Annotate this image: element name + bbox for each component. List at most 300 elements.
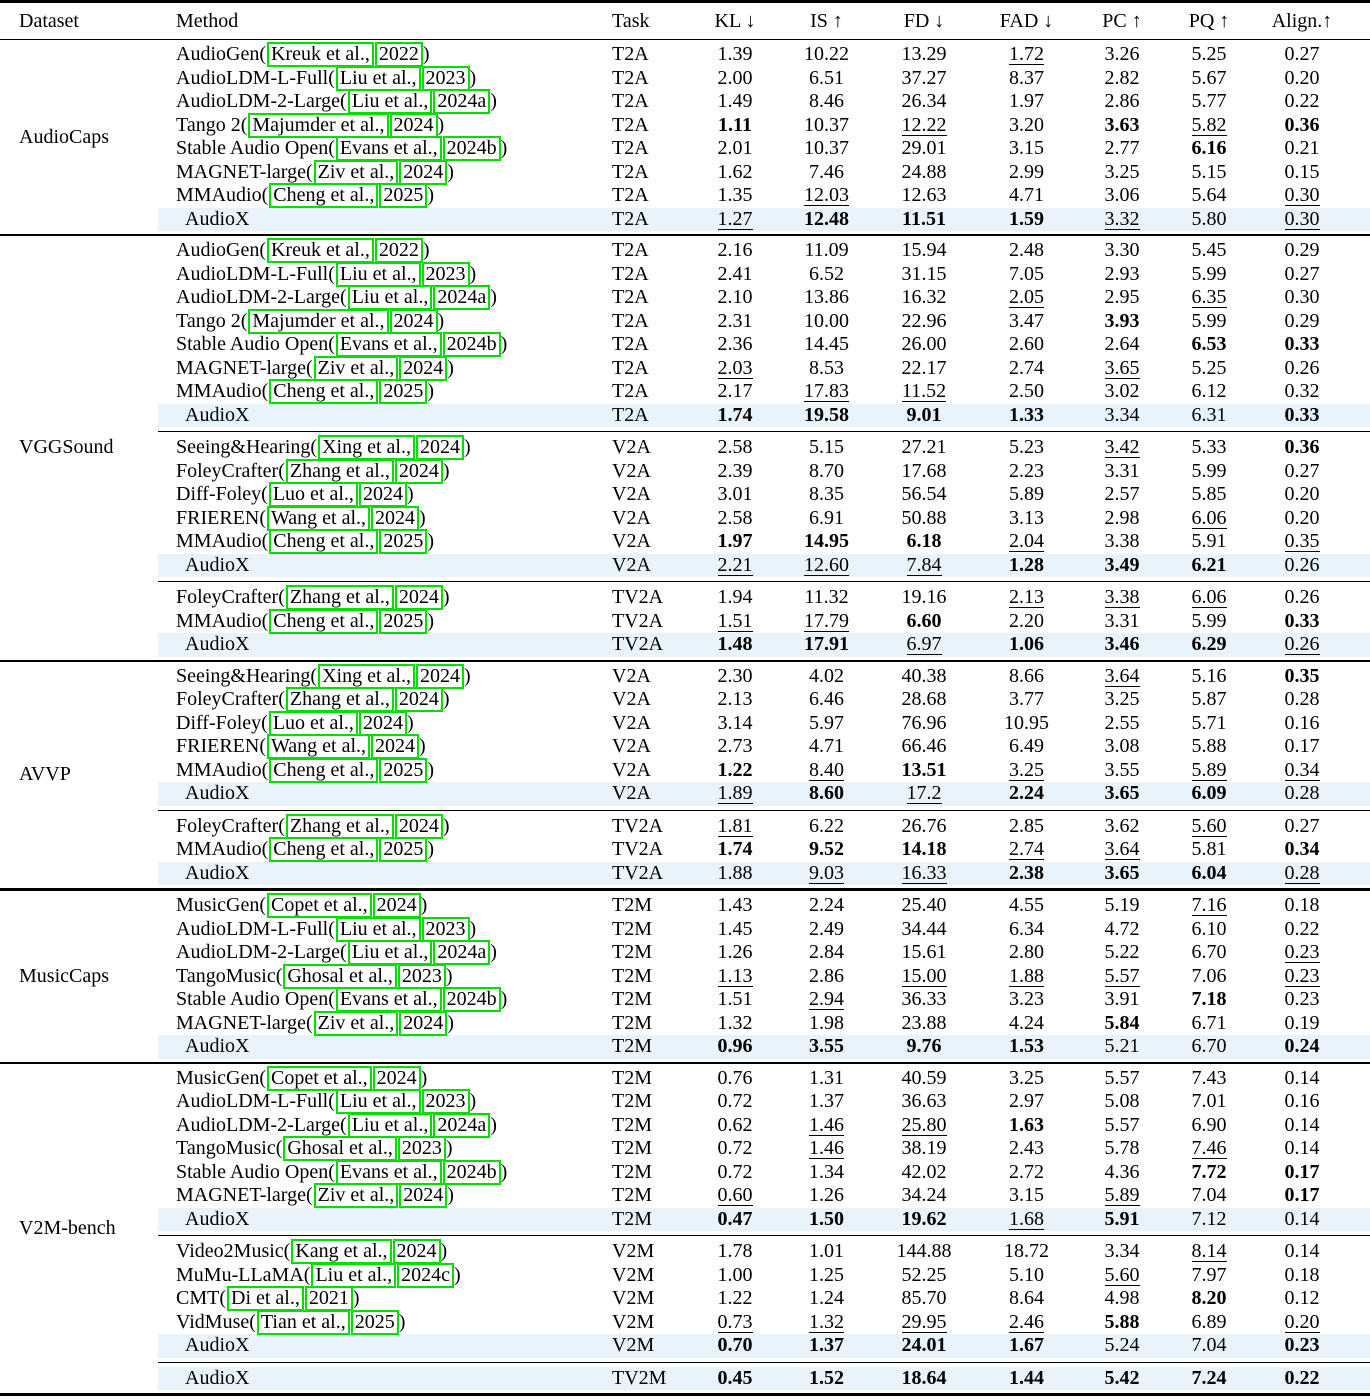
metric-value: 3.01 — [717, 483, 753, 506]
method-cell — [158, 333, 588, 356]
metric-cell — [1078, 1208, 1166, 1231]
metric-cell — [690, 633, 780, 656]
metric-cell — [690, 610, 780, 633]
citation-year-link[interactable]: 2024a — [433, 940, 490, 965]
citation-authors-link[interactable]: Liu et al., — [336, 66, 421, 91]
method-name: MAGNET-large( — [176, 356, 313, 379]
method-name: MMAudio( — [176, 530, 269, 553]
metric-cell — [975, 586, 1078, 609]
metric-value: 4.71 — [1009, 184, 1044, 207]
metric-cell — [873, 1208, 975, 1231]
citation-year-link[interactable]: 2023 — [422, 1089, 470, 1114]
metric-cell — [690, 310, 780, 333]
method-name: Tango 2( — [176, 309, 248, 332]
citation-year-link[interactable]: 2024 — [371, 734, 419, 759]
metric-cell — [690, 114, 780, 137]
table-row — [158, 610, 1370, 634]
metric-value: 1.01 — [809, 1240, 844, 1263]
table-row — [158, 688, 1370, 712]
metric-cell — [780, 941, 873, 964]
method-name: FoleyCrafter( — [176, 459, 285, 482]
table-row — [158, 586, 1370, 610]
metric-cell — [1078, 114, 1166, 137]
citation-authors-link[interactable]: Zhang et al., — [286, 459, 394, 484]
metric-value: 2.10 — [717, 286, 753, 309]
citation-year-link[interactable]: 2024a — [433, 89, 490, 114]
task-cell: V2A — [612, 782, 651, 805]
metric-cell — [975, 688, 1078, 711]
metric-cell — [1252, 862, 1352, 885]
metric-cell — [1166, 208, 1252, 231]
task-cell: TV2A — [612, 861, 664, 884]
metric-cell — [780, 965, 873, 988]
citation-year-link[interactable]: 2025 — [379, 529, 427, 554]
metric-value: 0.22 — [1284, 1366, 1320, 1389]
citation-authors-link[interactable]: Ziv et al., — [314, 1183, 399, 1208]
metric-cell — [873, 688, 975, 711]
metric-value: 1.27 — [717, 207, 753, 230]
citation-authors-link[interactable]: Kreuk et al., — [267, 42, 374, 67]
metric-value: 3.93 — [1104, 309, 1140, 332]
metric-value: 11.51 — [902, 207, 946, 230]
metric-value: 5.15 — [809, 436, 844, 459]
task-cell: TV2A — [612, 609, 664, 632]
citation-year-link[interactable]: 2024a — [433, 285, 490, 310]
table-row — [158, 380, 1370, 404]
task-cell: TV2A — [612, 814, 664, 837]
citation-year-link[interactable]: 2024 — [399, 356, 447, 381]
metric-cell — [690, 208, 780, 231]
method-cell — [158, 1287, 588, 1310]
citation-year-link[interactable]: 2025 — [379, 183, 427, 208]
citation-year-link[interactable]: 2024a — [433, 1113, 490, 1138]
citation-year-link[interactable]: 2023 — [398, 964, 446, 989]
metric-cell — [873, 404, 975, 427]
citation-authors-link[interactable]: Ziv et al., — [314, 356, 399, 381]
metric-cell — [690, 286, 780, 309]
metric-value: 6.70 — [1191, 1035, 1227, 1058]
citation-authors-link[interactable]: Cheng et al., — [269, 837, 378, 862]
citation-year-link[interactable]: 2024 — [393, 1239, 441, 1264]
metric-cell — [975, 208, 1078, 231]
metric-cell — [975, 310, 1078, 333]
metric-value: 2.48 — [1009, 239, 1044, 262]
metric-value: 6.10 — [1191, 917, 1227, 940]
citation-authors-link[interactable]: Tian et al., — [257, 1310, 350, 1335]
citation-authors-link[interactable]: Ghosal et al., — [283, 964, 397, 989]
citation-year-link[interactable]: 2025 — [379, 758, 427, 783]
metric-value: 2.00 — [717, 66, 753, 89]
citation-authors-link[interactable]: Copet et al., — [267, 893, 372, 918]
citation-authors-link[interactable]: Luo et al., — [269, 711, 358, 736]
metric-cell — [690, 1287, 780, 1310]
metric-cell — [1252, 460, 1352, 483]
citation-year-link[interactable]: 2024 — [359, 482, 407, 507]
metric-cell — [780, 1090, 873, 1113]
metric-cell — [975, 1114, 1078, 1137]
citation-authors-link[interactable]: Zhang et al., — [286, 814, 394, 839]
metric-value: 2.38 — [1009, 861, 1044, 884]
metric-cell — [1078, 507, 1166, 530]
metric-cell — [690, 1264, 780, 1287]
metric-cell — [1166, 1264, 1252, 1287]
metric-value: 0.32 — [1284, 380, 1320, 403]
method-cell — [158, 1334, 588, 1357]
citation-year-link[interactable]: 2023 — [422, 262, 470, 287]
citation-year-link[interactable]: 2024c — [397, 1263, 454, 1288]
citation-year-link[interactable]: 2024 — [395, 459, 443, 484]
metric-value: 0.28 — [1284, 782, 1320, 805]
metric-value: 34.24 — [901, 1184, 947, 1207]
citation-year-link[interactable]: 2024 — [395, 687, 443, 712]
citation-authors-link[interactable]: Wang et al., — [267, 734, 370, 759]
method-cell — [158, 1184, 588, 1207]
metric-cell — [1078, 404, 1166, 427]
citation-authors-link[interactable]: Liu et al., — [336, 262, 421, 287]
metric-value: 9.03 — [809, 861, 844, 884]
metric-cell — [1166, 114, 1252, 137]
citation-authors-link[interactable]: Majumder et al., — [248, 113, 388, 138]
citation-authors-link[interactable]: Cheng et al., — [269, 609, 378, 634]
method-name-close-paren: ) — [463, 436, 471, 459]
method-cell — [158, 941, 588, 964]
metric-value: 0.17 — [1284, 735, 1320, 758]
citation-authors-link[interactable]: Liu et al., — [348, 940, 433, 965]
citation-authors-link[interactable]: Liu et al., — [311, 1263, 396, 1288]
metric-cell — [975, 1161, 1078, 1184]
metric-value: 5.33 — [1191, 436, 1227, 459]
metric-value: 5.60 — [1104, 1263, 1140, 1286]
metric-value: 5.08 — [1104, 1090, 1140, 1113]
metric-value: 6.49 — [1009, 735, 1044, 758]
method-name: TangoMusic( — [176, 1137, 283, 1160]
citation-authors-link[interactable]: Cheng et al., — [269, 183, 378, 208]
metric-cell — [780, 239, 873, 262]
metric-value: 2.57 — [1104, 483, 1140, 506]
metric-value: 10.37 — [804, 113, 849, 136]
task-cell: V2M — [612, 1263, 655, 1286]
metric-value: 3.65 — [1104, 356, 1140, 379]
citation-authors-link[interactable]: Liu et al., — [348, 285, 433, 310]
metric-cell — [873, 530, 975, 553]
citation-year-link[interactable]: 2025 — [379, 379, 427, 404]
metric-value: 3.26 — [1104, 43, 1140, 66]
citation-year-link[interactable]: 2024 — [416, 435, 464, 460]
metric-value: 0.12 — [1284, 1287, 1320, 1310]
method-cell — [158, 894, 588, 917]
citation-year-link[interactable]: 2023 — [422, 917, 470, 942]
method-name-close-paren: ) — [469, 66, 477, 89]
metric-cell — [690, 1208, 780, 1231]
method-cell — [158, 665, 588, 688]
method-name-close-paren: ) — [427, 609, 434, 632]
metric-cell — [690, 965, 780, 988]
metric-cell — [1166, 1287, 1252, 1310]
metric-value: 1.32 — [809, 1310, 844, 1333]
dataset-label: AudioCaps — [19, 125, 109, 148]
metric-value: 0.30 — [1284, 207, 1320, 230]
metric-cell — [780, 404, 873, 427]
metric-value: 40.59 — [901, 1066, 947, 1089]
citation-authors-link[interactable]: Ghosal et al., — [283, 1136, 397, 1161]
metric-cell — [1252, 263, 1352, 286]
method-name-close-paren: ) — [427, 838, 434, 861]
citation-year-link[interactable]: 2024 — [390, 309, 438, 334]
citation-authors-link[interactable]: Kang et al., — [291, 1239, 391, 1264]
citation-authors-link[interactable]: Luo et al., — [269, 482, 358, 507]
metric-cell — [690, 1334, 780, 1357]
metric-value: 5.91 — [1191, 530, 1227, 553]
citation-year-link[interactable]: 2024 — [371, 506, 419, 531]
metric-value: 17.2 — [906, 782, 942, 805]
metric-cell — [1252, 610, 1352, 633]
metric-cell — [873, 1287, 975, 1310]
metric-value: 18.72 — [1004, 1240, 1049, 1263]
metric-value: 22.17 — [901, 356, 947, 379]
metric-cell — [1252, 530, 1352, 553]
citation-authors-link[interactable]: Zhang et al., — [286, 687, 394, 712]
citation-authors-link[interactable]: Xing et al., — [318, 435, 415, 460]
metric-cell — [975, 436, 1078, 459]
metric-cell — [1166, 1334, 1252, 1357]
citation-authors-link[interactable]: Kreuk et al., — [267, 238, 374, 263]
method-cell — [158, 735, 588, 758]
task-cell: T2A — [612, 262, 649, 285]
citation-authors-link[interactable]: Liu et al., — [348, 89, 433, 114]
method-name: MusicGen( — [176, 1066, 266, 1089]
metric-value: 6.16 — [1191, 137, 1227, 160]
metric-cell — [1252, 507, 1352, 530]
metric-value: 2.24 — [809, 894, 844, 917]
table-row — [158, 665, 1370, 689]
task-cell: TV2A — [612, 838, 664, 861]
metric-cell — [1078, 333, 1166, 356]
metric-value: 5.25 — [1191, 356, 1227, 379]
citation-authors-link[interactable]: Ziv et al., — [314, 160, 399, 185]
metric-cell — [873, 1184, 975, 1207]
metric-cell — [1252, 712, 1352, 735]
metric-value: 5.85 — [1191, 483, 1227, 506]
method-cell — [158, 404, 588, 427]
citation-year-link[interactable]: 2023 — [398, 1136, 446, 1161]
metric-cell — [1078, 1137, 1166, 1160]
citation-year-link[interactable]: 2022 — [375, 238, 423, 263]
metric-cell — [1252, 1240, 1352, 1263]
citation-year-link[interactable]: 2024 — [359, 711, 407, 736]
citation-year-link[interactable]: 2022 — [375, 42, 423, 67]
metric-cell — [1078, 483, 1166, 506]
citation-authors-link[interactable]: Majumder et al., — [248, 309, 388, 334]
metric-value: 17.79 — [804, 609, 849, 632]
metric-value: 3.15 — [1009, 1184, 1044, 1207]
metric-cell — [780, 633, 873, 656]
metric-cell — [873, 483, 975, 506]
metric-value: 5.99 — [1191, 459, 1227, 482]
method-cell — [158, 43, 588, 66]
metric-cell — [690, 838, 780, 861]
metric-value: 3.34 — [1104, 1240, 1140, 1263]
metric-cell — [975, 1287, 1078, 1310]
table-row — [158, 1287, 1370, 1311]
metric-cell — [1078, 1311, 1166, 1334]
metric-value: 12.63 — [901, 184, 947, 207]
citation-year-link[interactable]: 2024 — [399, 160, 447, 185]
method-cell — [158, 965, 588, 988]
metric-value: 0.16 — [1284, 1090, 1320, 1113]
metric-cell — [1078, 137, 1166, 160]
task-cell: T2A — [612, 309, 649, 332]
column-header-pq: PQ ↑ — [1188, 9, 1230, 32]
citation-authors-link[interactable]: Cheng et al., — [269, 758, 378, 783]
metric-value: 0.72 — [717, 1090, 753, 1113]
metric-cell — [690, 665, 780, 688]
metric-cell — [1252, 436, 1352, 459]
metric-value: 3.14 — [717, 711, 753, 734]
metric-value: 7.46 — [809, 160, 844, 183]
metric-value: 6.04 — [1191, 861, 1227, 884]
metric-value: 0.18 — [1284, 1263, 1320, 1286]
metric-value: 5.57 — [1104, 964, 1140, 987]
citation-year-link[interactable]: 2023 — [422, 66, 470, 91]
metric-value: 3.08 — [1104, 735, 1140, 758]
task-cell: T2A — [612, 380, 649, 403]
metric-cell — [975, 862, 1078, 885]
table-row — [158, 507, 1370, 531]
citation-authors-link[interactable]: Evans et al., — [336, 332, 442, 357]
metric-cell — [690, 712, 780, 735]
metric-cell — [1252, 1114, 1352, 1137]
task-cell: T2A — [612, 43, 649, 66]
method-cell — [158, 239, 588, 262]
metric-cell — [1078, 1184, 1166, 1207]
metric-cell — [1166, 161, 1252, 184]
method-name: AudioLDM-L-Full( — [176, 66, 335, 89]
metric-cell — [780, 380, 873, 403]
metric-cell — [690, 357, 780, 380]
citation-authors-link[interactable]: Wang et al., — [267, 506, 370, 531]
method-name-close-paren: ) — [445, 1137, 453, 1160]
citation-year-link[interactable]: 2024 — [390, 113, 438, 138]
citation-authors-link[interactable]: Evans et al., — [336, 1160, 442, 1185]
citation-authors-link[interactable]: Cheng et al., — [269, 529, 378, 554]
metric-value: 1.94 — [717, 586, 753, 609]
citation-authors-link[interactable]: Cheng et al., — [269, 379, 378, 404]
citation-authors-link[interactable]: Di et al., — [227, 1286, 304, 1311]
citation-authors-link[interactable]: Copet et al., — [267, 1066, 372, 1091]
citation-authors-link[interactable]: Zhang et al., — [286, 585, 394, 610]
metric-cell — [780, 838, 873, 861]
metric-value: 0.33 — [1284, 333, 1320, 356]
citation-year-link[interactable]: 2025 — [379, 837, 427, 862]
metric-value: 8.46 — [809, 90, 844, 113]
citation-year-link[interactable]: 2024 — [395, 585, 443, 610]
metric-value: 2.98 — [1104, 506, 1140, 529]
metric-value: 11.52 — [901, 380, 947, 403]
citation-year-link[interactable]: 2025 — [351, 1310, 399, 1335]
metric-value: 2.55 — [1104, 711, 1140, 734]
citation-year-link[interactable]: 2024 — [373, 1066, 421, 1091]
citation-year-link[interactable]: 2024b — [443, 136, 501, 161]
citation-authors-link[interactable]: Evans et al., — [336, 136, 442, 161]
metric-cell — [873, 815, 975, 838]
metric-value: 17.83 — [804, 380, 849, 403]
metric-value: 5.71 — [1191, 711, 1227, 734]
citation-authors-link[interactable]: Liu et al., — [348, 1113, 433, 1138]
metric-cell — [1252, 137, 1352, 160]
citation-year-link[interactable]: 2025 — [379, 609, 427, 634]
metric-value: 9.01 — [906, 403, 942, 426]
citation-authors-link[interactable]: Liu et al., — [336, 1089, 421, 1114]
metric-value: 0.24 — [1284, 1035, 1320, 1058]
metric-value: 8.53 — [809, 356, 844, 379]
metric-cell — [975, 1264, 1078, 1287]
metric-value: 2.95 — [1104, 286, 1140, 309]
method-name: AudioX — [185, 1334, 250, 1357]
metric-value: 9.52 — [809, 838, 844, 861]
metric-cell — [1166, 507, 1252, 530]
metric-value: 1.26 — [717, 941, 753, 964]
method-name: MMAudio( — [176, 838, 269, 861]
metric-value: 0.70 — [717, 1334, 753, 1357]
citation-year-link[interactable]: 2024b — [443, 1160, 501, 1185]
citation-year-link[interactable]: 2024 — [399, 1183, 447, 1208]
citation-year-link[interactable]: 2024b — [443, 987, 501, 1012]
metric-value: 25.40 — [901, 894, 947, 917]
metric-cell — [975, 712, 1078, 735]
table-row — [158, 1114, 1370, 1138]
metric-value: 5.87 — [1191, 688, 1227, 711]
citation-year-link[interactable]: 2024 — [373, 893, 421, 918]
task-cell: V2A — [612, 436, 651, 459]
metric-cell — [780, 357, 873, 380]
citation-authors-link[interactable]: Ziv et al., — [314, 1011, 399, 1036]
method-name-close-paren: ) — [490, 1113, 497, 1136]
metric-value: 1.74 — [717, 403, 753, 426]
method-name: Stable Audio Open( — [176, 333, 335, 356]
metric-value: 50.88 — [901, 506, 947, 529]
method-cell — [158, 507, 588, 530]
citation-year-link[interactable]: 2024b — [443, 332, 501, 357]
metric-value: 3.31 — [1104, 609, 1140, 632]
metric-value: 3.38 — [1104, 586, 1140, 609]
dataset-section-rows — [158, 665, 1370, 886]
metric-cell — [780, 1264, 873, 1287]
citation-year-link[interactable]: 2024 — [395, 814, 443, 839]
metric-value: 56.54 — [901, 483, 947, 506]
method-cell — [158, 586, 588, 609]
citation-authors-link[interactable]: Xing et al., — [318, 664, 415, 689]
method-name-close-paren: ) — [500, 1160, 508, 1183]
citation-authors-link[interactable]: Evans et al., — [336, 987, 442, 1012]
metric-value: 66.46 — [901, 735, 947, 758]
metric-value: 13.29 — [901, 43, 947, 66]
task-cell: T2A — [612, 66, 649, 89]
metric-value: 2.72 — [1009, 1160, 1044, 1183]
metric-cell — [1078, 1334, 1166, 1357]
dataset-section — [0, 40, 1370, 234]
citation-authors-link[interactable]: Liu et al., — [336, 917, 421, 942]
metric-value: 3.06 — [1104, 184, 1140, 207]
metric-value: 26.00 — [901, 333, 947, 356]
citation-year-link[interactable]: 2024 — [416, 664, 464, 689]
citation-year-link[interactable]: 2021 — [305, 1286, 353, 1311]
table-row — [158, 1184, 1370, 1208]
metric-cell — [780, 333, 873, 356]
metric-value: 0.36 — [1284, 436, 1320, 459]
citation-year-link[interactable]: 2024 — [399, 1011, 447, 1036]
task-cell: V2A — [612, 711, 651, 734]
metric-cell — [975, 483, 1078, 506]
